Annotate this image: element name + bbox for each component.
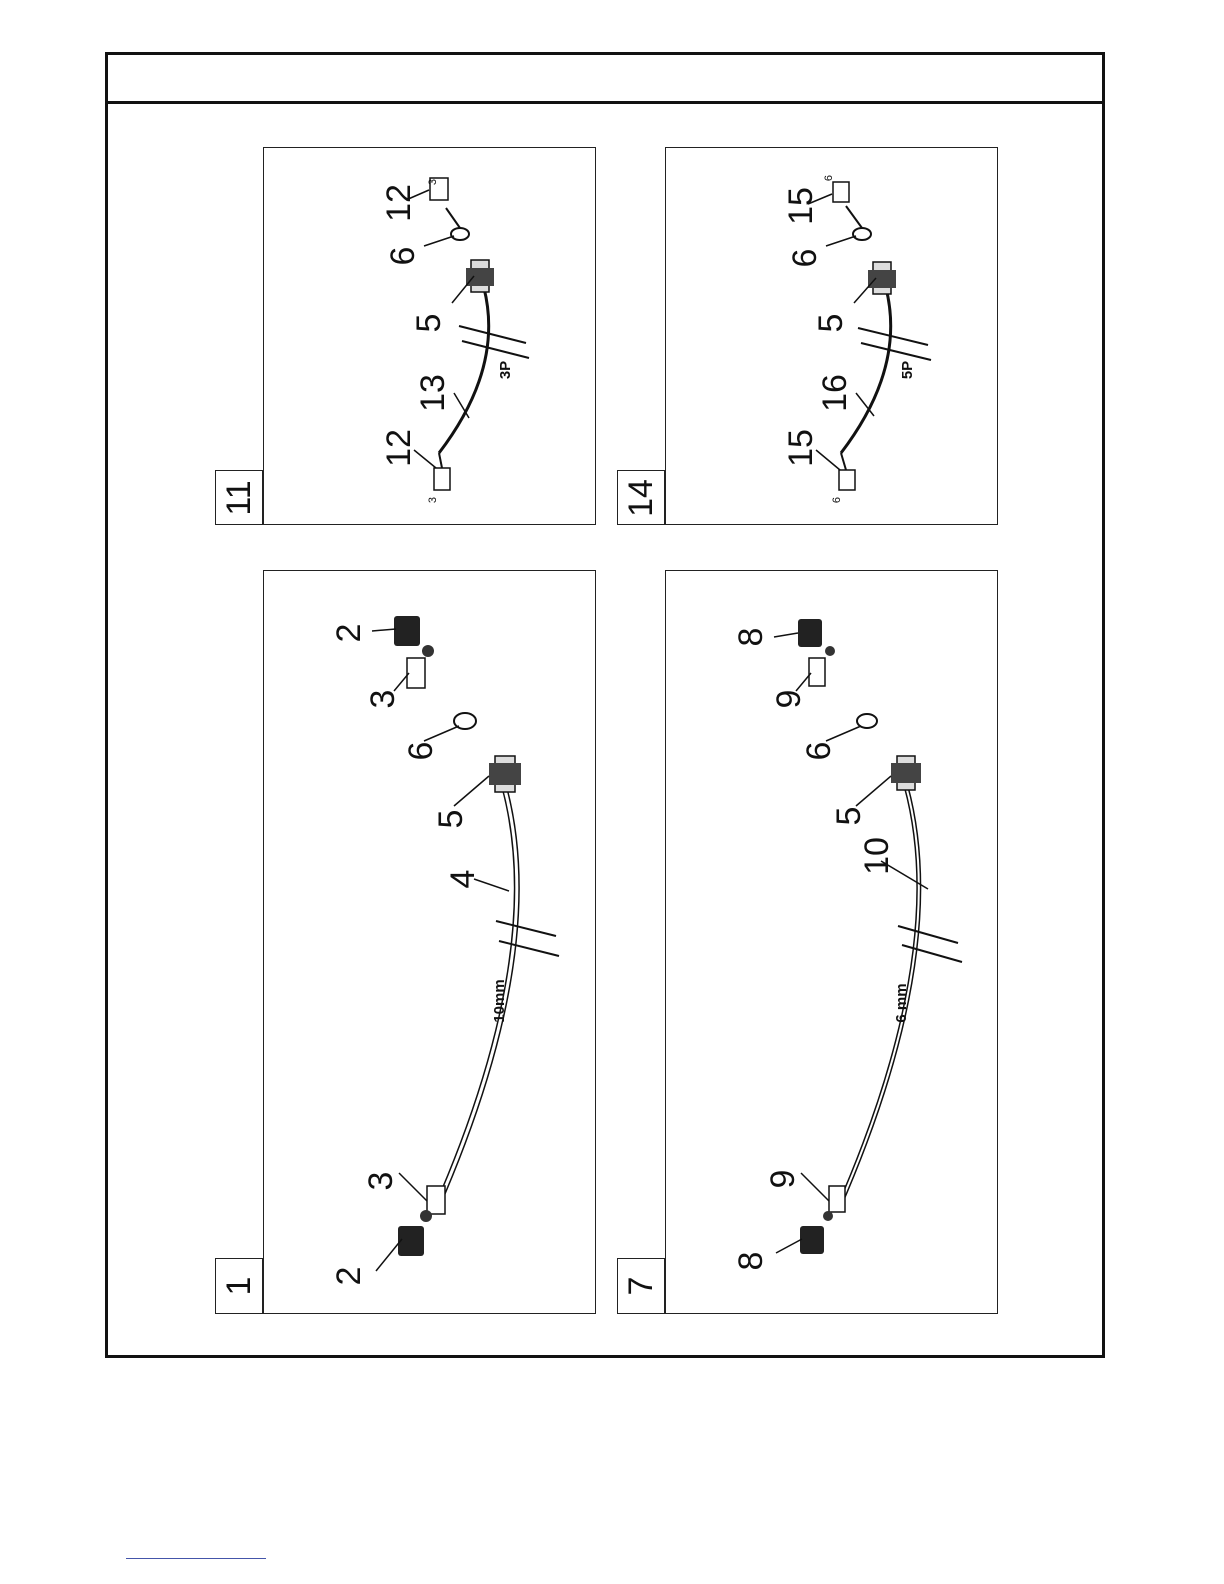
figure-number: 1 xyxy=(220,1276,258,1296)
leader-line xyxy=(856,776,891,806)
figure-number: 14 xyxy=(622,478,660,517)
nipple-bottom xyxy=(420,1210,432,1222)
figure-1-drawing xyxy=(264,571,597,1315)
callout: 3 xyxy=(362,1171,400,1191)
cable-gland-hex xyxy=(466,268,494,286)
callout: 6 xyxy=(402,741,440,761)
figure-1-panel xyxy=(263,570,596,1314)
leader-line xyxy=(399,1173,427,1201)
hose-size-label: 10mm xyxy=(491,979,508,1023)
leader-line xyxy=(372,629,396,631)
callout: 10 xyxy=(858,837,896,875)
pin-label: 3 xyxy=(427,496,439,504)
figure-number: 11 xyxy=(220,479,258,516)
leader-line xyxy=(776,1239,802,1253)
break-mark xyxy=(902,945,962,962)
cable-size-label: 3P xyxy=(497,360,514,380)
nut-fitting-top xyxy=(394,616,420,646)
callout: 6 xyxy=(786,248,824,268)
break-mark xyxy=(898,926,958,943)
nipple-top xyxy=(825,646,835,656)
sheet-title-bar xyxy=(108,55,1102,104)
leader-line xyxy=(801,1173,829,1201)
callout: 5 xyxy=(410,313,448,333)
connector-bottom xyxy=(839,470,855,490)
callout: 12 xyxy=(380,184,418,222)
figure-1-tag xyxy=(215,1258,263,1314)
break-mark xyxy=(499,941,559,956)
figure-14-tag xyxy=(617,470,665,525)
callout: 2 xyxy=(330,1266,368,1286)
callout: 15 xyxy=(782,187,820,225)
figure-14-drawing xyxy=(666,148,999,526)
cable-gland-hex xyxy=(868,270,896,288)
figure-7-panel xyxy=(665,570,998,1314)
figure-11-drawing xyxy=(264,148,597,526)
wire xyxy=(439,453,442,468)
leader-line xyxy=(454,393,469,418)
figure-14-panel xyxy=(665,147,998,525)
cable-size-label: 5P xyxy=(899,360,916,380)
callout: 9 xyxy=(770,689,808,709)
nut-fitting-bottom xyxy=(398,1226,424,1256)
callout: 12 xyxy=(380,429,418,467)
washer xyxy=(451,228,469,240)
cable xyxy=(439,288,489,453)
connector-bottom xyxy=(434,468,450,490)
callout: 4 xyxy=(444,869,482,889)
figure-7-tag xyxy=(617,1258,665,1314)
break-mark xyxy=(496,921,556,936)
break-mark xyxy=(459,326,526,343)
callout: 5 xyxy=(432,809,470,829)
callout: 6 xyxy=(800,741,838,761)
pin-label: 6 xyxy=(831,496,843,504)
wire xyxy=(841,453,846,470)
hose-clamp-bottom xyxy=(829,1186,845,1212)
break-mark xyxy=(462,341,529,358)
hose-clamp-top xyxy=(809,658,825,686)
figure-number: 7 xyxy=(622,1276,660,1296)
pin-label: 3 xyxy=(427,178,439,186)
leader-line xyxy=(376,1239,402,1271)
break-mark xyxy=(861,343,931,360)
leader-line xyxy=(826,726,861,741)
callout: 8 xyxy=(732,627,770,647)
hose-clamp-top xyxy=(407,658,425,688)
nut-fitting-top xyxy=(798,619,822,647)
callout: 5 xyxy=(830,806,868,826)
callout: 5 xyxy=(812,313,850,333)
callout: 6 xyxy=(384,246,422,266)
leader-line xyxy=(774,633,798,637)
pin-label: 6 xyxy=(823,174,835,182)
leader-line xyxy=(424,726,459,741)
connector-top xyxy=(833,182,849,202)
threaded-fitting-hex xyxy=(891,763,921,783)
hose-clamp-bottom xyxy=(427,1186,445,1214)
cable xyxy=(841,288,891,453)
leader-line xyxy=(424,236,454,246)
nipple-top xyxy=(422,645,434,657)
callout: 8 xyxy=(732,1251,770,1271)
leader-line xyxy=(454,776,489,806)
threaded-fitting-hex xyxy=(489,763,521,785)
callout: 2 xyxy=(330,623,368,643)
wire xyxy=(446,208,460,228)
leader-line xyxy=(826,236,856,246)
nut-fitting-bottom xyxy=(800,1226,824,1254)
callout: 16 xyxy=(816,374,854,412)
callout: 15 xyxy=(782,429,820,467)
wire xyxy=(846,206,862,228)
callout: 3 xyxy=(364,689,402,709)
footer-rule xyxy=(126,1558,266,1559)
hose-size-label: 6 mm xyxy=(893,983,910,1023)
figure-11-tag xyxy=(215,470,263,525)
nipple-bottom xyxy=(823,1211,833,1221)
figure-7-drawing xyxy=(666,571,999,1315)
washer xyxy=(853,228,871,240)
figure-11-panel xyxy=(263,147,596,525)
break-mark xyxy=(858,328,928,345)
callout: 9 xyxy=(764,1169,802,1189)
callout: 13 xyxy=(414,374,452,412)
